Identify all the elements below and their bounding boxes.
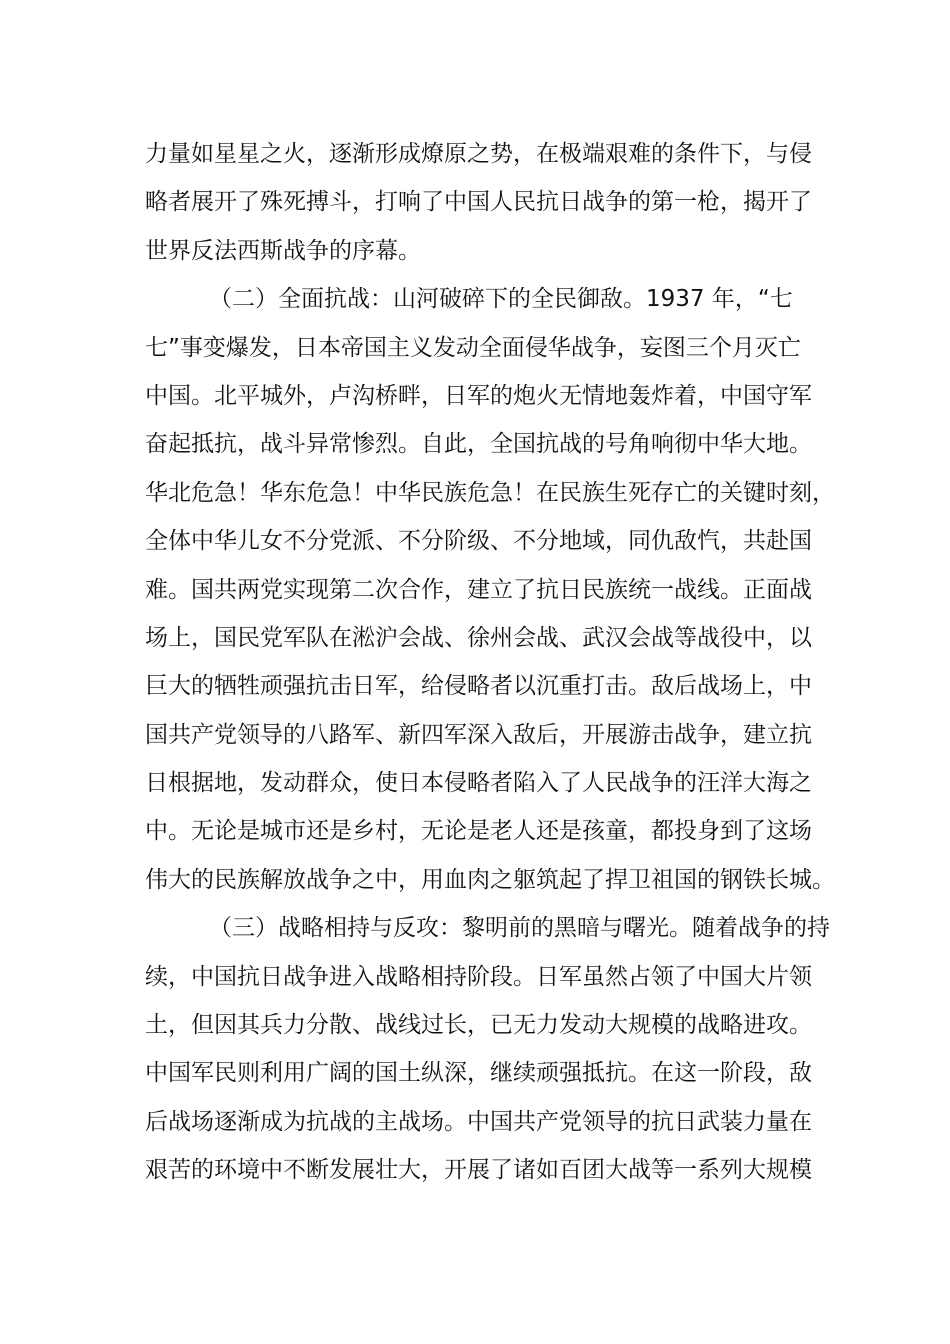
- text-line: 土，但因其兵力分散、战线过长，已无力发动大规模的战略进攻。: [145, 1012, 812, 1039]
- text-line: 难。国共两党实现第二次合作，建立了抗日民族统一战线。正面战: [145, 576, 812, 603]
- text-line: 艰苦的环境中不断发展壮大，开展了诸如百团大战等一系列大规模: [145, 1157, 812, 1184]
- text-line: 世界反法西斯战争的序幕。: [145, 237, 421, 264]
- text-line: 伟大的民族解放战争之中，用血肉之躯筑起了捍卫祖国的钢铁长城。: [145, 866, 835, 893]
- text-line: 力量如星星之火，逐渐形成燎原之势，在极端艰难的条件下，与侵: [145, 141, 812, 167]
- text-line: 日根据地，发动群众，使日本侵略者陷入了人民战争的汪洋大海之: [145, 770, 812, 797]
- text-line: 奋起抵抗，战斗异常惨烈。自此，全国抗战的号角响彻中华大地。: [145, 431, 812, 458]
- text-line: 后战场逐渐成为抗战的主战场。中国共产党领导的抗日武装力量在: [145, 1108, 812, 1135]
- section-heading-line: （三）战略相持与反攻：黎明前的黑暗与曙光。随着战争的持: [209, 915, 830, 942]
- text-line: 中国军民则利用广阔的国土纵深，继续顽强抵抗。在这一阶段，敌: [145, 1060, 812, 1087]
- body-text: [145, 130, 835, 1195]
- text-line: 国共产党领导的八路军、新四军深入敌后，开展游击战争，建立抗: [145, 721, 812, 748]
- section-heading-line: （二）全面抗战：山河破碎下的全民御敌。1937 年，“七: [209, 286, 793, 313]
- text-line: 全体中华儿女不分党派、不分阶级、不分地域，同仇敌忾，共赴国: [145, 528, 812, 555]
- text-line: 中国。北平城外，卢沟桥畔，日军的炮火无情地轰炸着，中国守军: [145, 382, 812, 409]
- text-line: 续，中国抗日战争进入战略相持阶段。日军虽然占领了中国大片领: [145, 963, 812, 990]
- text-line: 中。无论是城市还是乡村，无论是老人还是孩童，都投身到了这场: [145, 818, 812, 845]
- text-line: 巨大的牺牲顽强抗击日军，给侵略者以沉重打击。敌后战场上，中: [145, 673, 812, 700]
- text-line: 场上，国民党军队在淞沪会战、徐州会战、武汉会战等战役中，以: [145, 624, 812, 651]
- text-line: 七”事变爆发，日本帝国主义发动全面侵华战争，妄图三个月灭亡: [145, 334, 801, 361]
- text-line: 华北危急！华东危急！中华民族危急！在民族生死存亡的关键时刻，: [145, 479, 835, 506]
- text-line: 略者展开了殊死搏斗，打响了中国人民抗日战争的第一枪，揭开了: [145, 189, 812, 216]
